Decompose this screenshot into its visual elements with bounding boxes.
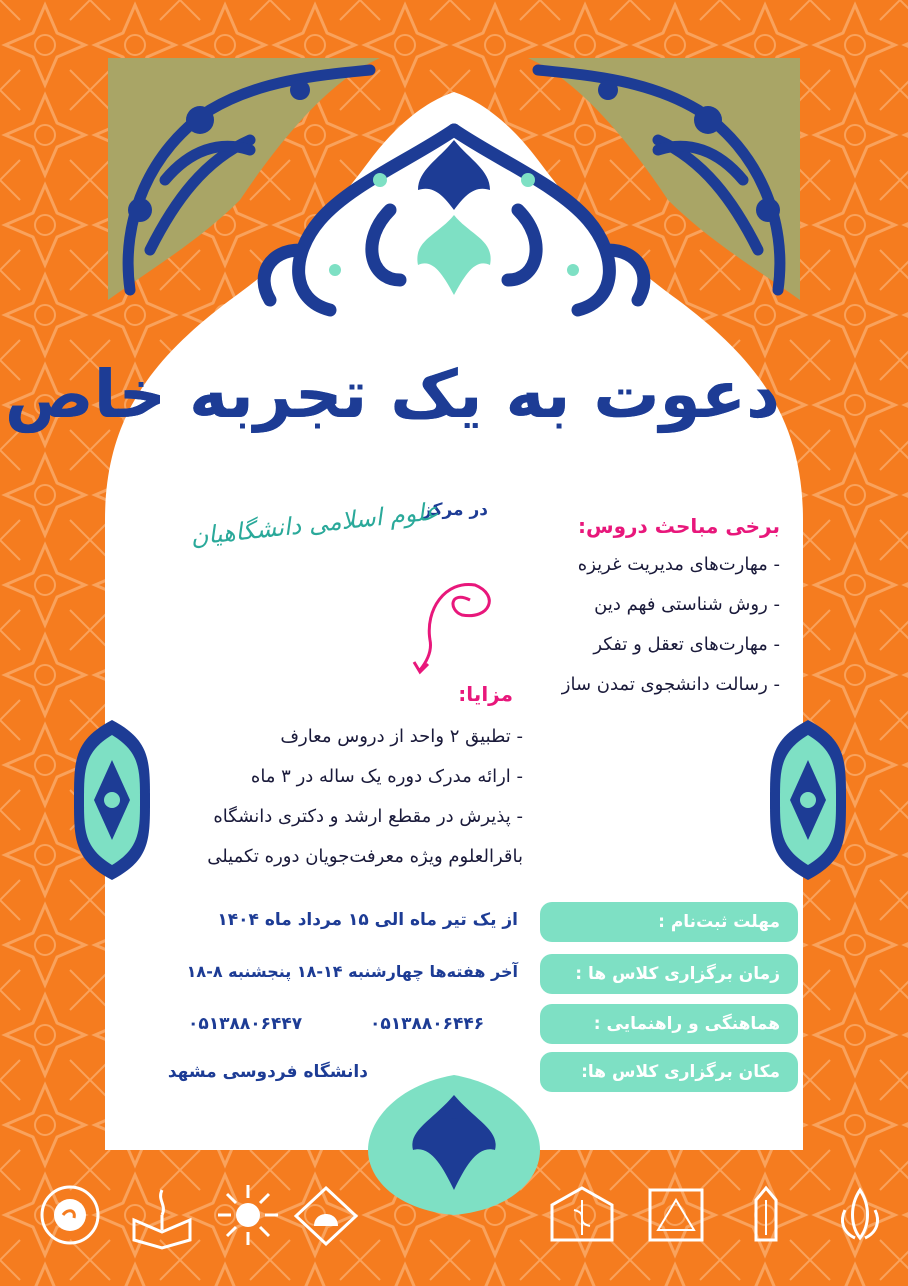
circle-calligraphy-logo-icon — [30, 1180, 110, 1260]
right-medallion-ornament — [770, 720, 846, 880]
venue-label: مکان برگزاری کلاس ها: — [540, 1052, 798, 1092]
venue-value: دانشگاه فردوسی مشهد — [167, 1062, 368, 1082]
topic-item: - مهارت‌های تعقل و تفکر — [593, 634, 780, 655]
advantages-heading: مزایا: — [458, 682, 513, 706]
center-prefix: در مرکز — [422, 500, 488, 520]
sponsor-logos-row — [0, 1180, 908, 1270]
poster-title: دعوت به یک تجربه خاص — [4, 356, 780, 433]
phone-number-2: ۰۵۱۳۸۸۰۶۴۴۷ — [188, 1014, 303, 1034]
university-pen-logo-icon — [726, 1180, 806, 1260]
ferdowsi-university-logo-icon — [636, 1180, 716, 1260]
deadline-value: از یک تیر ماه الی ۱۵ مرداد ماه ۱۴۰۴ — [217, 910, 518, 930]
advantage-item: - پذیرش در مقطع ارشد و دکتری دانشگاه — [213, 806, 523, 827]
poster-title-block — [4, 330, 780, 450]
deadline-label: مهلت ثبت‌نام : — [540, 902, 798, 942]
medical-university-logo-icon — [542, 1180, 622, 1260]
schedule-value: آخر هفته‌ها چهارشنبه ۱۴-۱۸ پنجشنبه ۸-۱۸ — [186, 962, 518, 981]
advantage-item: - ارائه مدرک دوره یک ساله در ۳ ماه — [250, 766, 523, 787]
advantage-item: - تطبیق ۲ واحد از دروس معارف — [280, 726, 523, 747]
schedule-label: زمان برگزاری کلاس ها : — [540, 954, 798, 994]
mosque-dome-logo-icon — [286, 1180, 366, 1260]
payame-noor-sun-logo-icon — [208, 1180, 288, 1260]
left-medallion-ornament — [74, 720, 150, 880]
topic-item: - روش شناستی فهم دین — [594, 594, 780, 615]
topic-item: - رسالت دانشجوی تمدن ساز — [561, 674, 780, 695]
topics-heading: برخی مباحث دروس: — [578, 514, 780, 538]
contact-label: هماهنگی و راهنمایی : — [540, 1004, 798, 1044]
topic-item: - مهارت‌های مدیریت غریزه — [577, 554, 780, 575]
center-name: علوم اسلامی دانشگاهیان — [189, 497, 441, 551]
national-emblem-icon — [820, 1180, 900, 1260]
center-name-block — [189, 497, 488, 590]
phone-number-1: ۰۵۱۳۸۸۰۶۴۴۶ — [370, 1014, 485, 1034]
advantage-item: باقرالعلوم ویژه معرفت‌جویان دوره تکمیلی — [207, 846, 523, 867]
book-torch-logo-icon — [122, 1180, 202, 1260]
